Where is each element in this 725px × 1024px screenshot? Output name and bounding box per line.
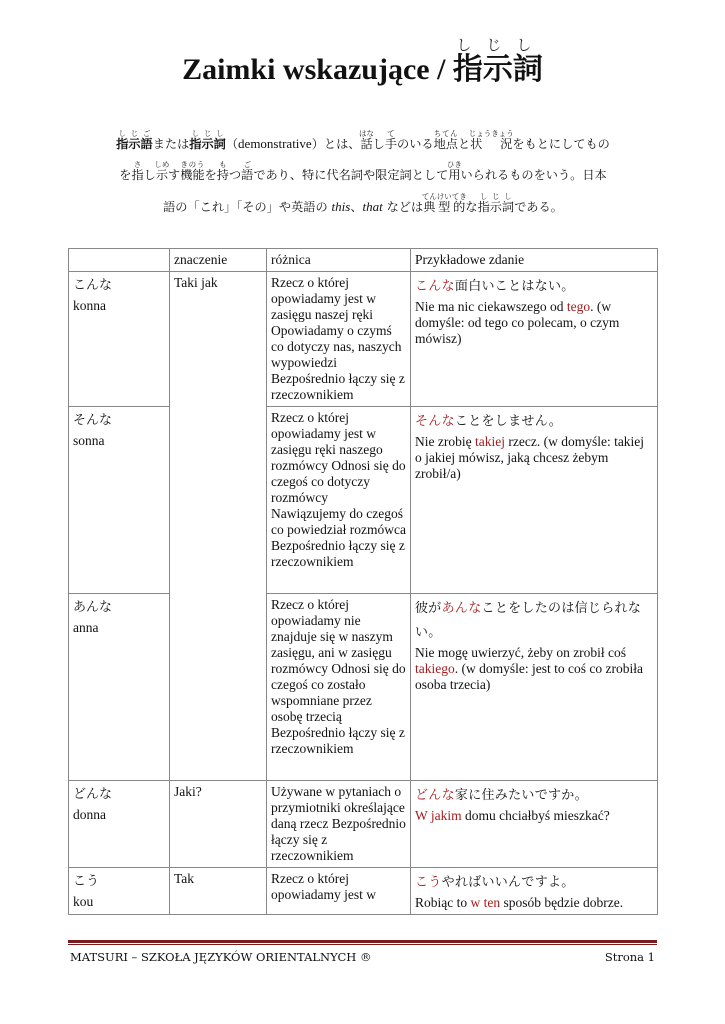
table-header: Przykładowe zdanie [411,249,658,272]
example-polish-text: domu chciałbyś mieszkać? [461,808,610,823]
intro-kanji: 持 [216,168,229,182]
pronoun-kana: どんな [73,787,113,802]
intro-kanji: 語 [241,168,254,182]
title-block [0,36,725,102]
table-row [69,407,658,594]
intro-term-shijishi: 指示詞 [189,137,226,151]
intro-kanji: 指 [131,168,144,182]
meaning-cell: Jaki? [170,781,267,868]
intro-text: のいる [397,137,434,151]
intro-text: ）とは、 [311,137,361,151]
example-cell [411,781,658,868]
intro-english-this: this [331,199,351,214]
furigana: も [216,160,229,169]
intro-kanji: 典型的 [421,200,467,214]
example-japanese-rest: ことをしたのは信じられない。 [415,601,642,640]
example-cell [411,272,658,407]
example-japanese [415,410,653,434]
pronoun-cell [69,781,170,868]
pronoun-romaji: anna [73,620,99,635]
difference-cell: Rzecz o której opowiadamy nie znajduje się w naszym zasięgu, ani w zasięgu rozmówcy Odnosi się do czegoś co zostało wspomniane przez osobę trzecią Bezpośrednio łączy się z rzeczownikiem [267,594,411,781]
highlight: どんな [415,788,455,803]
intro-text: を [204,168,217,182]
title-kanji: 指示詞 [452,52,543,87]
example-japanese [415,597,653,645]
pronoun-kana: あんな [73,600,113,615]
table-row [69,594,658,781]
table-header-row [69,249,658,272]
pronoun-romaji: konna [73,298,106,313]
intro-text: である。 [514,200,563,214]
example-japanese [415,784,653,808]
highlight: takiego [415,661,455,676]
example-polish-text: . (w domyśle: od tego co polecam, o czym mówisz) [415,299,620,346]
pronoun-cell [69,407,170,594]
example-polish-text: Robiąc to [415,895,471,910]
intro-kanji: 話 [359,137,375,151]
intro-kanji: 用 [446,168,462,182]
intro-text: と [457,137,471,151]
intro-paragraph [70,128,656,223]
pronoun-cell [69,868,170,915]
table-row [69,272,658,407]
intro-text: 語の「これ」「その」や英語の [163,200,332,214]
example-polish-text: Nie zrobię [415,434,475,449]
example-japanese-rest: 家に住みたいですか。 [454,788,588,803]
furigana: じょうきょう [468,129,514,138]
furigana: しじし [189,129,226,138]
example-polish [415,299,653,347]
difference-cell: Rzecz o której opowiadamy jest w zasięgu naszej ręki Opowiadamy o czymś co dotyczy nas, naszych wypowiedzi Bezpośrednio łączy się z rzeczownikiem [267,272,411,407]
example-japanese [415,275,653,299]
example-polish-text: rzecz. (w domyśle: takiej o jakiej mówisz, jaką chcesz żebym zrobił/a) [415,434,645,481]
meaning-cell: Taki jak [170,272,267,781]
intro-text: などは [382,200,424,214]
intro-text: （ [225,137,239,151]
furigana: て [384,129,398,138]
example-cell [411,868,658,915]
example-polish [415,645,653,693]
intro-text: をもとにしてもの [512,137,610,151]
intro-text: つ [228,168,242,182]
pronoun-cell [69,272,170,407]
title-furigana: しじし [452,36,543,54]
footer-divider-thin [68,944,657,945]
intro-text: であり、特に代名詞や限定詞として [253,168,449,182]
footer-school-name: MATSURI – SZKOŁA JĘZYKÓW ORIENTALNYCH ® [70,950,372,964]
table-header: różnica [267,249,411,272]
example-japanese [415,871,653,895]
intro-kanji: 指示詞 [477,200,515,214]
highlight: takiej [474,434,505,449]
furigana: てんけいてき [421,192,467,201]
intro-kanji: 機能 [180,168,205,182]
highlight: あんな [441,601,482,616]
furigana: しめ [154,160,170,169]
intro-kanji: 示 [154,168,170,182]
meaning-cell: Tak [170,868,267,915]
pronoun-cell [69,594,170,781]
intro-text: 、 [350,200,363,214]
example-japanese-rest: やればいいんですよ。 [441,875,575,890]
example-polish [415,808,653,824]
furigana: さ [131,160,144,169]
highlight: そんな [415,414,455,429]
highlight: tego [566,299,591,314]
table-header: znaczenie [170,249,267,272]
intro-text: または [152,137,190,151]
example-japanese-rest: 面白いことはない。 [454,279,575,294]
pronoun-table [68,248,658,915]
difference-cell: Rzecz o której opowiadamy jest w [267,868,411,915]
example-japanese-rest: ことをしません。 [454,414,563,429]
furigana: しじご [116,129,153,138]
intro-text: し [143,168,156,182]
table-header [69,249,170,272]
page-title [182,36,543,102]
example-cell [411,407,658,594]
example-polish [415,434,653,482]
pronoun-romaji: kou [73,894,94,909]
example-polish-text: . (w domyśle: jest to coś co zrobiła osoba trzecia) [415,661,643,692]
example-polish-text: Nie mogę uwierzyć, żeby on zrobił coś [415,645,627,660]
footer-page-number: Strona 1 [604,950,655,964]
highlight: w ten [470,895,501,910]
example-polish-text: sposób będzie dobrze. [500,895,624,910]
table-row [69,781,658,868]
intro-english-term: demonstrative [238,136,312,151]
furigana: はな [359,129,375,138]
furigana: ちてん [433,129,458,138]
intro-term-shijigo: 指示語 [116,137,153,151]
example-japanese-pre: 彼が [415,601,442,616]
intro-text: す [168,168,181,182]
highlight: こんな [415,279,455,294]
intro-text: いられるものをいう。日本 [460,168,607,182]
intro-text: な [465,200,478,214]
pronoun-kana: こんな [73,278,113,293]
furigana: きのう [180,160,205,169]
difference-cell: Rzecz o której opowiadamy jest w zasięgu ręki naszego rozmówcy Odnosi się do czegoś co dotyczy rozmówcy Nawiązujemy do czegoś co powiedział rozmówca Bezpośrednio łączy się z rzeczownikiem [267,407,411,594]
intro-english-that: that [362,199,383,214]
highlight: こう [415,875,442,890]
difference-cell: Używane w pytaniach o przymiotniki określające daną rzecz Bezpośrednio łączy się z rzeczownikiem [267,781,411,868]
footer-divider [68,940,657,943]
example-polish-text: Nie ma nic ciekawszego od [415,299,567,314]
example-cell [411,594,658,781]
intro-kanji: 手 [384,137,398,151]
furigana: ひき [446,160,462,169]
intro-kanji: 地点 [433,137,458,151]
pronoun-romaji: sonna [73,433,105,448]
intro-text: し [372,137,385,151]
intro-kanji: 状 況 [468,137,514,151]
pronoun-kana: そんな [73,413,113,428]
furigana: ご [241,160,254,169]
intro-text: を [119,168,132,182]
furigana: しじし [477,192,515,201]
table-row [69,868,658,915]
pronoun-kana: こう [73,874,100,889]
title-polish: Zaimki wskazujące / [182,53,453,86]
example-polish [415,895,653,911]
pronoun-romaji: donna [73,807,106,822]
highlight: W jakim [415,808,462,823]
